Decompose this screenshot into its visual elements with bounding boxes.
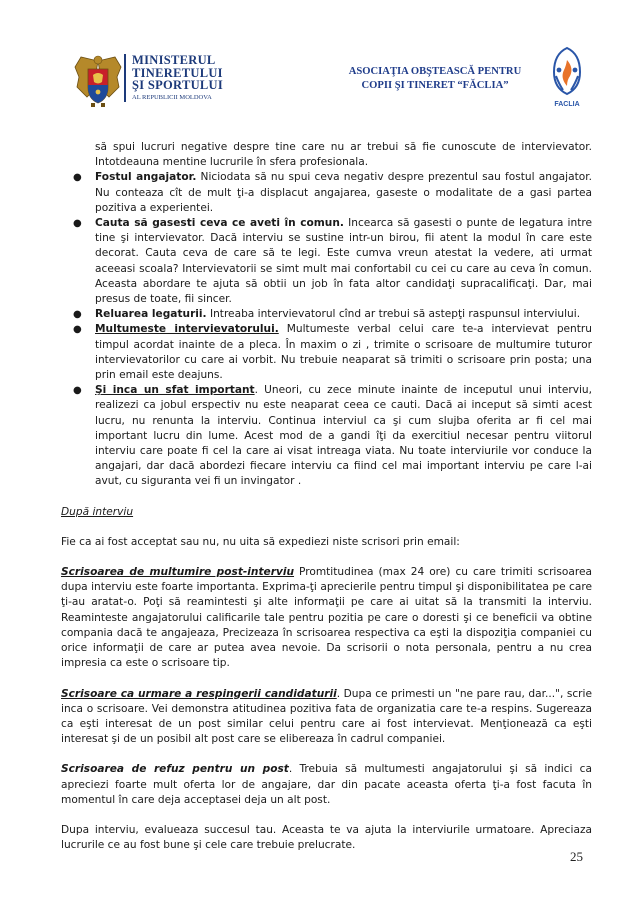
paragraph-rejection-letter (61, 687, 592, 748)
association-line-2: COPII ŞI TINERET “FĂCLIA” (361, 80, 509, 91)
list-item (61, 307, 592, 322)
intro-paragraph: Fie ca ai fost acceptat sau nu, nu uita să expediezi niste scrisori prin email: (61, 535, 460, 548)
continuation-paragraph: să spui lucruri negative despre tine care nu ar trebui să fie cunoscute de intervievator. Intotdeauna mentine lucrurile în sfera profesionala. (95, 141, 592, 169)
document-body (61, 140, 592, 853)
paragraph-title: Scrisoare ca urmare a respingerii candidaturii (61, 687, 337, 700)
list-item (61, 216, 592, 307)
tip-text: . Uneori, cu zece minute inainte de inceputul unui interviu, realizezi ca jobul erspectiv nu este neaparat ceea ce cauti. Dacă ai inceput să simti acest lucru, nu renunta la interviu. Continua interviul ca şi cum slujba oferita ar fi cel mai important lucru din lume. Acest mod de a gandi îţi da exercitiul necesar pentru viitorul interviu care poate fi cel la care ai visat intreaga viata. Nu toate interviurile vor conduce la angajari, dar dacă abordezi fiecare interviu ca fiind cel mai important interviu pe care l-ai avut, cu siguranta vei fi un invingator . (95, 384, 592, 488)
ministry-label (124, 54, 223, 102)
tip-text: Incearca să gasesti o punte de legatura intre tine şi intervievator. Dacă interviu se sustine intr-un birou, fii atent la modul în care este decorat. Cauta ceva de care să te legi. Este cumva vreun atestat la vedere, ati urmat aceeasi scoala? Intervievatorii se simt mult mai confortabil cu cei cu care au ceva în comun. Aceasta abordare te ajuta să obtii un job în fata altor candidaţi supracalificaţi. Dar, mai presus de toate, fii sincer. (95, 217, 593, 306)
tip-title: Multumeste intervievatorului. (95, 323, 279, 336)
paragraph-text: Promtitudinea (max 24 ore) cu care trimiti scrisoarea dupa interviu este foarte importanta. Exprima-ţi aprecierile pentru timpul şi disponibilitatea pe care ţi-au aratat-o. Poţi să reamintesti şi alte informaţii pe care ai uitat să la transmiti la interviu. Reaminteste angajatorului calificarile tale pentru pozitia pe care o doresti şi ce beneficii va obtine compania dacă te angajeaza, Precizeaza în scrisoarea respectiva ca eşti la dispoziţia companiei cu orice informaţii de care ar putea avea nevoie. Da scrisorii o nota personala, pentru a nu crea impresia ca este o scrisoare tip. (61, 566, 592, 670)
paragraph-refusal-letter (61, 762, 592, 808)
section-heading: După interviu (61, 505, 134, 518)
ministry-line-2: TINERETULUI (132, 65, 223, 80)
tip-title: Reluarea legaturii. (95, 308, 207, 321)
ministry-line-3: ŞI SPORTULUI (132, 78, 224, 92)
tip-text: Niciodata să nu spui ceva negativ despre prezentul sau fostul angajator. Nu conteaza cît de mult ţi-a displacut angajarea, gaseste o modalitate de a gasi partea pozitiva a experientei. (95, 171, 592, 214)
paragraph-title: Scrisoarea de multumire post-interviu (61, 566, 295, 579)
list-item (61, 322, 592, 383)
tip-title: Şi inca un sfat important (95, 384, 255, 397)
moldova-coat-of-arms-icon (73, 53, 123, 109)
association-title (330, 65, 540, 93)
ministry-line-1: MINISTERUL (132, 53, 216, 67)
bullet-icon: ● (73, 172, 82, 184)
paragraph-text: . Dupa ce primesti un "ne pare rau, dar...", scrie inca o scrisoare. Vei demonstra atitudinea pozitiva fata de organizatia care te-a respins. Sugereaza ca eşti interesat de un post similar celui pentru care ai fost intervievat. Menţionează ca eşti interesat şi de un posibil alt post care se elibereaza în cadrul companiei. (61, 687, 592, 746)
tip-title: Cauta să gasesti ceva ce aveti în comun. (95, 217, 344, 230)
ministry-line-4: AL REPUBLICII MOLDOVA (132, 93, 212, 101)
tips-list (61, 170, 592, 489)
list-item (61, 170, 592, 216)
tip-text: Intreaba intervievatorul cînd ar trebui să astepţi raspunsul interviului. (206, 308, 581, 321)
list-item (61, 383, 592, 489)
bullet-icon: ● (73, 324, 82, 336)
bullet-icon: ● (73, 309, 82, 321)
bullet-icon: ● (73, 385, 82, 397)
paragraph-title: Scrisoarea de refuz pentru un post (61, 763, 289, 776)
tip-text: Multumeste verbal celui care te-a intervievat pentru timpul acordat inainte de a pleca. În maxim o zi , trimite o scrisoare de multumire tuturor intervievatorilor cu care ai vorbit. Nu trebuie neaparat să trimiti o scrisoare prin posta; una prin email este deajuns. (95, 323, 592, 382)
bullet-icon: ● (73, 218, 82, 230)
page-number: 25 (570, 849, 583, 864)
closing-paragraph: Dupa interviu, evalueaza succesul tau. Aceasta te va ajuta la interviurile urmatoare. Apreciaza lucrurile ce au fost bune şi cele care trebuie prelucrate. (61, 823, 592, 852)
faclia-logo-icon (546, 46, 588, 112)
logo-text: FACLIA (554, 101, 580, 108)
tip-title: Fostul angajator. (95, 171, 197, 184)
association-line-1: ASOCIAŢIA OBŞTEASCĂ PENTRU (348, 66, 522, 77)
paragraph-thank-you-letter (61, 565, 592, 671)
paragraph-text: . Trebuia să multumesti angajatorului şi să indici ca apreciezi foarte mult oferta lor de angajare, dar din pacate aceasta oferta ţi-a fost facuta în momentul în care deja acceptasei deja un alt post. (61, 763, 592, 806)
